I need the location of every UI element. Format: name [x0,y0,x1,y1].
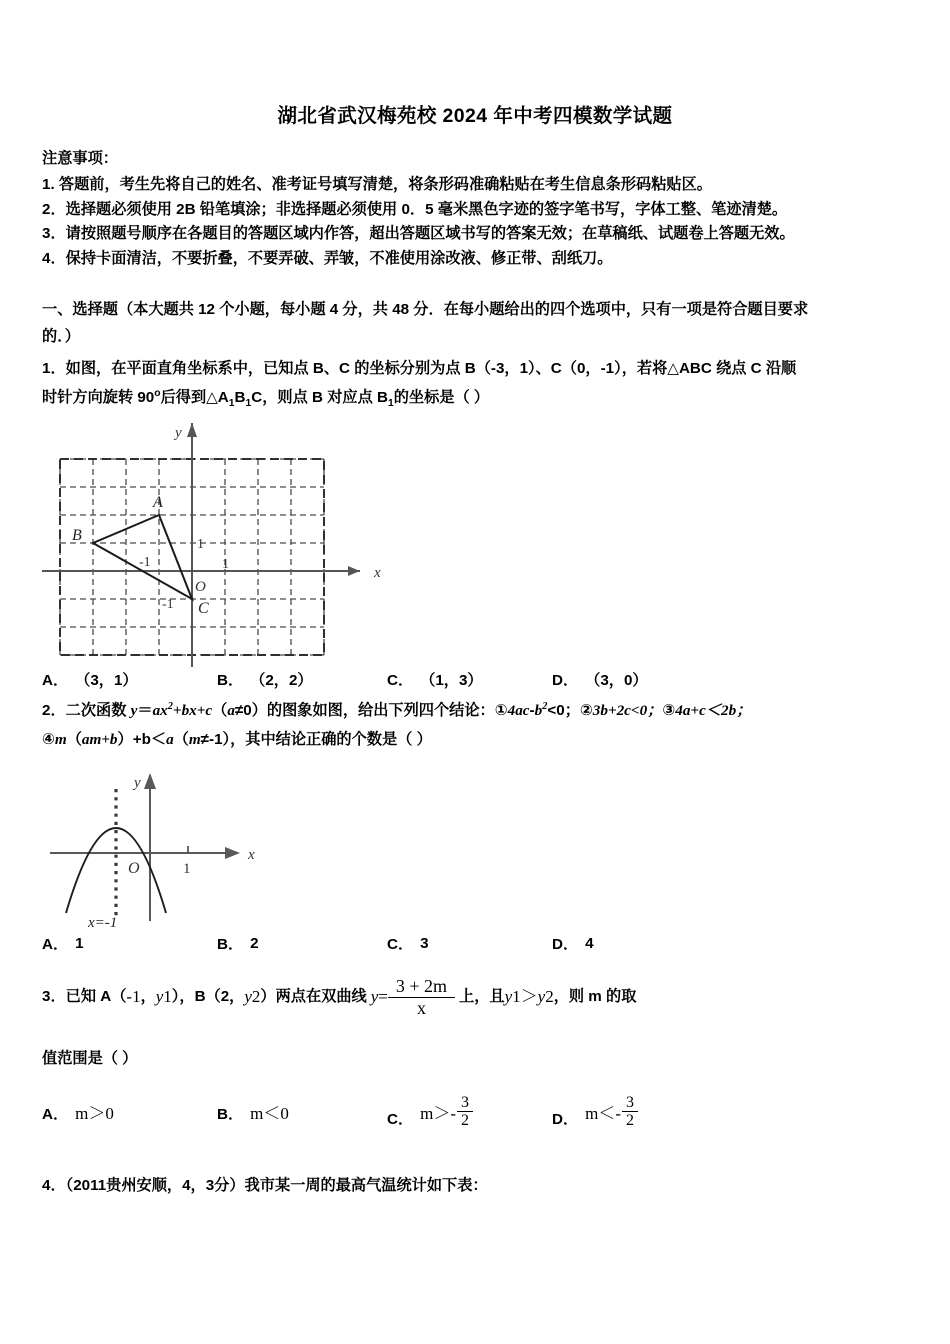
question-3 [42,976,908,1074]
y-axis-arrow [187,423,197,437]
option-3-c-label: C． [387,1111,414,1129]
equation-equals: = [378,987,388,1007]
question-1-line2-b: 后得到△A [160,389,229,407]
option-3-c[interactable] [387,1094,552,1130]
point-label-c: C [198,599,209,617]
question-1-number: 1． [42,359,66,377]
question-1-line-1 [42,354,908,384]
section-heading-line-2: 的．） [42,327,80,345]
exponent-2: 2 [167,700,173,712]
option-1-a[interactable] [42,669,217,690]
question-2-text-c: ≠0）的图象如图，给出下列四个结论： [234,701,495,719]
option-2-d-text: 4 [585,934,594,952]
point-label-b: B [72,526,82,544]
notice-heading: 注意事项： [42,150,118,168]
conclusion-4-m2: m [188,731,201,749]
question-1-text-a: 如图，在平面直角坐标系中，已知点 B、C 的坐标分别为点 B（ [65,359,491,377]
option-1-a-label: A． [42,671,69,689]
conclusion-4-neq: ≠ [200,731,210,749]
question-1-line2-c: B [234,389,246,407]
conclusion-3: 4a+c＜2b； [675,701,752,719]
question-1-text-c: 1），若将△ABC 绕点 C 沿顺 [605,359,797,377]
question-3-number: 3． [42,988,66,1006]
var-a: a [227,701,235,719]
option-3-b-label: B． [217,1106,244,1124]
section-heading [42,297,908,349]
question-3-text-d: 上，且 [459,988,505,1006]
parabola-x-label: x [248,846,255,863]
conclusion-4-a: a [166,731,174,749]
parabola-y-label: y [134,774,141,791]
notice-item-4: 4．保持卡面清洁，不要折叠，不要弄破、弄皱，不准使用涂改液、修正带、刮纸刀。 [42,249,613,267]
option-1-a-text: （3，1） [75,671,138,689]
term-bx-c: +bx+c [172,701,213,719]
option-3-d-fraction [622,1094,638,1130]
compare-y1: y [504,987,513,1007]
hyperbola-equation [371,976,455,1018]
question-3-line-2: 值范围是（ ） [42,1050,138,1068]
option-1-d-label: D． [552,671,579,689]
degree-symbol: o [154,388,161,400]
option-1-d[interactable] [552,669,648,690]
question-3-comma: ， [140,988,156,1006]
option-3-c-numerator: 3 [461,1093,470,1111]
conclusion-4-mid: ）+b＜ [117,731,167,749]
notice-item-3: 3．请按照题号顺序在各题目的答题区域内作答，超出答题区域书写的答案无效；在草稿纸、试题卷上答题无效。 [42,225,795,243]
question-3-options [42,1094,908,1130]
question-4 [42,1171,908,1201]
question-3-a-value: 1 [132,987,141,1007]
question-1-line2-d: C，则点 B 对应点 B [251,389,388,407]
question-3-line-1 [42,976,908,1018]
option-2-a[interactable] [42,933,217,954]
axis-of-symmetry-label: x=-1 [88,914,118,929]
option-2-a-text: 1 [75,934,84,952]
subscript-1: 1 [228,398,235,410]
option-1-c-label: C． [387,671,414,689]
var-y2: y [244,987,252,1007]
compare-y2-sub: 2 [545,987,554,1007]
question-2-options [42,933,908,954]
question-3-text-b: ），B（2， [171,988,245,1006]
subscript-2: 1 [245,398,252,410]
parabola-y-arrow [144,773,156,789]
option-2-d-label: D． [552,935,579,953]
conclusion-2: 3b+2c<0； [592,701,663,719]
var-y1-sub: 1 [163,987,172,1007]
option-3-d[interactable] [552,1094,639,1130]
subscript-3: 1 [387,398,394,410]
question-2 [42,696,908,755]
option-3-d-prefix: m＜- [585,1104,622,1124]
conclusion-4-paren-open: （ [66,731,82,749]
conclusion-3-marker: ③ [662,701,676,719]
conclusion-4-minus: - [209,731,215,749]
compare-y2: y [537,987,546,1007]
option-2-c-text: 3 [420,934,429,952]
question-1-options [42,669,908,690]
question-1 [42,354,908,415]
equation-y: y [370,987,379,1007]
option-2-b-text: 2 [250,934,259,952]
question-3-text-a: 已知 A（ [65,988,127,1006]
figure-coordinate-grid-triangle [42,421,908,669]
parabola-tick-label-1: 1 [183,860,191,877]
option-3-a-label: A． [42,1106,69,1124]
option-1-d-text: （3，0） [585,671,648,689]
coordinate-grid-svg [42,421,402,667]
question-2-line-1 [42,696,908,726]
option-3-d-numerator: 3 [626,1093,635,1111]
conclusion-1-minus: - [529,701,535,719]
question-4-number: 4． [42,1177,66,1195]
neg-one-a: - [126,987,133,1007]
option-1-c[interactable] [387,669,552,690]
x-axis-label: x [374,564,381,581]
equals-sign: ＝ [137,701,153,719]
conclusion-1-b: b [534,701,543,719]
option-3-d-label: D． [552,1111,579,1129]
parabola-x-arrow [225,847,240,859]
option-1-b-label: B． [217,671,244,689]
tick-label-x-1: 1 [222,556,229,572]
conclusion-4-m: m [54,731,67,749]
question-4-text: （2011贵州安顺，4，3分）我市某一周的最高气温统计如下表： [65,1177,488,1195]
option-3-b[interactable] [217,1099,387,1124]
option-2-a-label: A． [42,935,69,953]
option-1-b[interactable] [217,669,387,690]
tick-label-y-neg1: -1 [162,596,174,612]
question-1-line-2 [42,383,908,414]
equation-fraction [388,976,455,1018]
question-1-text-b: 3，1）、C（0， [495,359,601,377]
minus-glyph: - [490,359,496,377]
var-y1: y [155,987,164,1007]
conclusion-2-marker: ② [579,701,593,719]
option-3-d-denominator: 2 [622,1111,638,1129]
conclusion-4-amb: am+b [81,731,118,749]
section-heading-line-1: 一、选择题（本大题共 12 个小题，每小题 4 分，共 48 分．在每小题给出的四个选项中，只有一项是符合题目要求 [42,301,809,319]
option-1-c-text: （1，3） [420,671,483,689]
page-title: 湖北省武汉梅苑校 2024 年中考四模数学试题 [277,105,673,127]
y-axis-label: y [175,424,182,441]
var-y2-sub: 2 [251,987,261,1007]
question-1-line2-e: 的坐标是（ ） [393,389,490,407]
equation-denominator: x [388,997,455,1019]
notice-item-1: 1. 答题前，考生先将自己的姓名、准考证号填写清楚，将条形码准确粘贴在考生信息条形码粘贴区。 [42,175,712,193]
conclusion-1-marker: ① [494,701,508,719]
point-label-a: A [153,493,163,511]
option-2-b-label: B． [217,935,244,953]
question-1-line2-a: 时针方向旋转 90 [42,389,155,407]
option-3-c-fraction [457,1094,473,1130]
minus-glyph-2: - [600,359,606,377]
question-3-text-e: ，则 m 的取 [553,988,637,1006]
conclusion-4-paren-open-2: （ [173,731,189,749]
option-2-b[interactable] [217,933,387,954]
parabola-origin-label: O [128,859,140,877]
tick-label-y-1: 1 [197,536,204,552]
question-3-text-c: ）两点在双曲线 [260,988,367,1006]
option-3-b-text: m＜0 [250,1104,289,1124]
x-axis-arrow [348,566,360,576]
compare-gt: ＞ [520,987,538,1007]
option-3-a-text: m＞0 [75,1104,114,1124]
figure-parabola [42,761,908,931]
notice-item-2: 2．选择题必须使用 2B 铅笔填涂；非选择题必须使用 0．5 毫米黑色字迹的签字笔书写，字体工整、笔迹清楚。 [42,200,788,218]
option-2-c-label: C． [387,935,414,953]
conclusion-1-a: 4ac [507,701,530,719]
option-3-c-denominator: 2 [457,1111,473,1129]
option-2-d[interactable] [552,933,594,954]
question-2-text-a: 二次函数 [65,701,131,719]
option-1-b-text: （2，2） [250,671,313,689]
option-2-c[interactable] [387,933,552,954]
question-2-paren-open: （ [212,701,228,719]
conclusion-4-end: 1），其中结论正确的个数是（ ） [214,731,432,749]
question-2-line-2 [42,725,908,755]
origin-label: O [195,578,206,595]
parabola-svg [42,761,322,929]
conclusion-1-exponent: 2 [542,700,548,712]
var-y: y [130,701,138,719]
equation-numerator: 3 + 2m [395,975,448,996]
question-2-number: 2． [42,701,66,719]
tick-label-x-neg1: -1 [139,554,151,570]
term-ax: ax [152,701,168,719]
compare-y1-sub: 1 [512,987,521,1007]
option-3-a[interactable] [42,1099,217,1124]
conclusion-4-marker: ④ [42,731,55,749]
option-3-c-prefix: m＞- [420,1104,457,1124]
conclusion-1-end: <0； [547,701,580,719]
notice-block [42,147,908,271]
parabola-axes [50,775,238,921]
